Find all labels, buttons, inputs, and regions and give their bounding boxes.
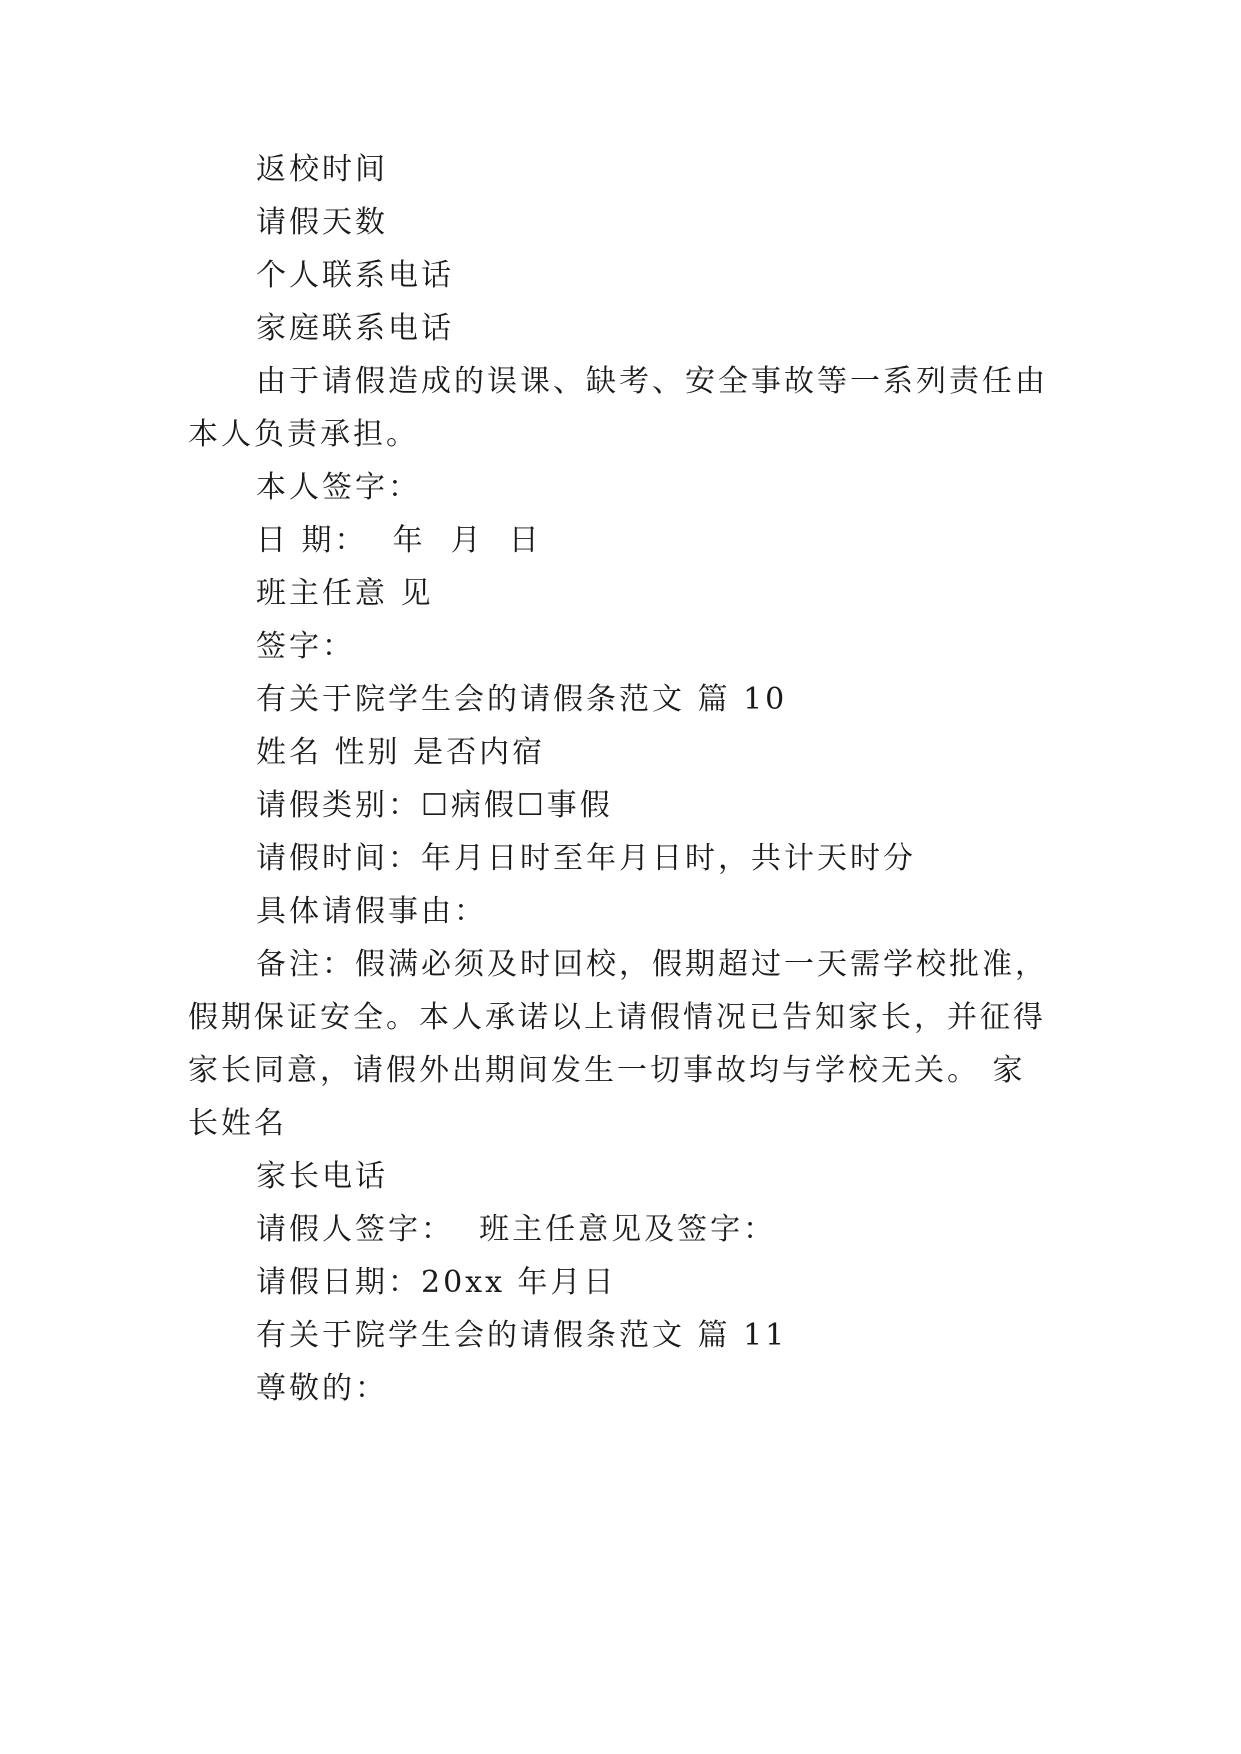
- text-line-teacher-opinion: 班主任意 见: [256, 576, 434, 611]
- text-line-remark-2: 假期保证安全。本人承诺以上请假情况已告知家长，并征得: [188, 1000, 1046, 1035]
- text-line-leave-days: 请假天数: [256, 205, 388, 240]
- text-line-responsibility-1: 由于请假造成的误课、缺考、安全事故等一系列责任由: [256, 364, 1048, 399]
- text-line-parent-phone: 家长电话: [256, 1159, 388, 1194]
- text-line-remark-1: 备注：假满必须及时回校，假期超过一天需学校批准，: [256, 947, 1048, 982]
- text-line-responsibility-2: 本人负责承担。: [188, 417, 419, 452]
- text-line-leave-reason: 具体请假事由：: [256, 894, 487, 929]
- text-line-name-gender: 姓名 性别 是否内宿: [256, 735, 546, 770]
- text-line-date: 日 期： 年 月 日: [256, 523, 542, 558]
- section-heading-10: 有关于院学生会的请假条范文 篇 10: [256, 682, 788, 717]
- text-line-leave-date: 请假日期：20xx 年月日: [256, 1265, 617, 1300]
- text-line-return-time: 返校时间: [256, 152, 388, 187]
- text-line-leave-type: 请假类别：☐病假☐事假: [256, 788, 613, 823]
- text-line-remark-3: 家长同意，请假外出期间发生一切事故均与学校无关。 家: [188, 1053, 1026, 1088]
- text-line-signature: 本人签字：: [256, 470, 421, 505]
- text-line-family-phone: 家庭联系电话: [256, 311, 454, 346]
- section-heading-11: 有关于院学生会的请假条范文 篇 11: [256, 1318, 788, 1353]
- text-line-signatures: 请假人签字： 班主任意见及签字：: [256, 1212, 777, 1247]
- text-line-sign: 签字：: [256, 629, 355, 664]
- text-line-leave-time: 请假时间：年月日时至年月日时，共计天时分: [256, 841, 916, 876]
- text-line-salutation: 尊敬的：: [256, 1371, 388, 1406]
- text-line-parent-name: 长姓名: [188, 1106, 287, 1141]
- text-line-personal-phone: 个人联系电话: [256, 258, 454, 293]
